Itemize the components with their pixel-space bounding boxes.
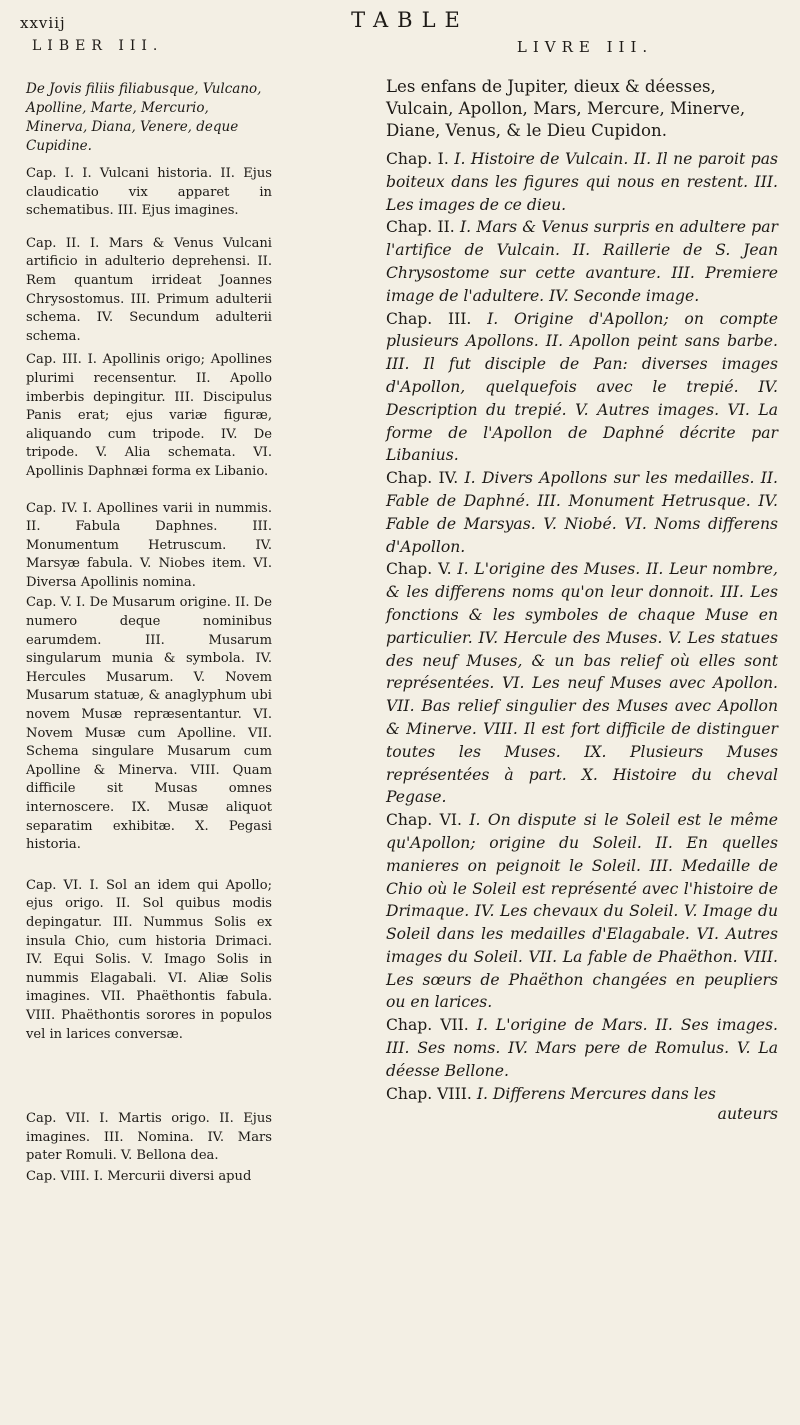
right-column-heading: LIVRE III.	[516, 38, 654, 56]
chapter-summary: I. Origine d'Apollon; on compte plusieurs Apollons. II. Apollon peint sans barbe. III. Il fut disciple de Pan: diverses images d'Apollon, quelquefois avec le trepié. IV. Description du trepié. V. Autres images. VI. La forme de l'Apollon de Daphné décrite par Libanius.	[386, 309, 778, 465]
left-entry-6: Cap. VI. I. Sol an idem qui Apollo; ejus origo. II. Sol quibus modis depingatur. III. Nummus Solis ex insula Chio, cum historia Drimaci. IV. Equi Solis. V. Imago Solis in nummis Elagabali. VI. Aliæ Solis imagines. VII. Phaëthontis fabula. VIII. Phaëthontis sorores in populos vel in larices conversæ.	[26, 877, 272, 1042]
running-title: TABLE	[351, 8, 469, 32]
left-entry-3: Cap. III. I. Apollinis origo; Apollines plurimi recensentur. II. Apollo imberbis depingitur. III. Discipulus Panis erat; ejus variæ figuræ, aliquando cum tripode. IV. De tripode. V. Alia schemata. VI. Apollinis Daphnæi forma ex Libanio.	[26, 352, 272, 479]
right-entry-6	[386, 809, 778, 1014]
chapter-label: Chap. III.	[386, 309, 472, 328]
chapter-summary: I. Mars & Venus surpris en adultere par l'artifice de Vulcain. II. Raillerie de S. Jean Chrysostome sur cette avanture. III. Premiere image de l'adultere. IV. Seconde image.	[386, 218, 778, 305]
chapter-summary: I. Differens Mercures dans les	[476, 1084, 716, 1103]
chapter-label: Chap. I.	[386, 150, 449, 168]
chapter-label: Chap. V.	[386, 560, 452, 579]
chapter-summary: I. Histoire de Vulcain. II. Il ne paroit pas boiteux dans les figures qui nous en restent. III. Les images de ce dieu.	[386, 150, 778, 214]
left-column-heading: LIBER III.	[32, 38, 164, 54]
left-column	[26, 38, 272, 1187]
left-column-intro: De Jovis filiis filiabusque, Vulcano, Apolline, Marte, Mercurio, Minerva, Diana, Venere, deque Cupidine.	[26, 81, 262, 154]
left-entry-5: Cap. V. I. De Musarum origine. II. De numero deque nominibus earumdem. III. Musarum singularum munia & symbola. IV. Hercules Musarum. V. Novem Musarum statuæ, & anaglyphum ubi novem Musæ repræsentantur. VI. Novem Musæ cum Apolline. VII. Schema singulare Musarum cum Apolline & Minerva. VIII. Quam difficile sit Musas omnes internoscere. IX. Musæ aliquot separatim exhibitæ. X. Pegasi historia.	[26, 595, 272, 853]
right-entry-2	[386, 216, 778, 307]
left-entry-7: Cap. VII. I. Martis origo. II. Ejus imagines. III. Nomina. IV. Mars pater Romuli. V. Bellona dea.	[26, 1111, 272, 1164]
left-entry-8: Cap. VIII. I. Mercurii diversi apud	[26, 1168, 252, 1184]
right-entry-1	[386, 148, 778, 216]
right-entry-4	[386, 467, 778, 558]
right-entry-5	[386, 558, 778, 809]
right-entry-7	[386, 1014, 778, 1082]
left-entry-1: Cap. I. I. Vulcani historia. II. Ejus claudicatio vix apparet in schematibus. III. Ejus imagines.	[26, 166, 272, 219]
chapter-label: Chap. VIII.	[386, 1084, 472, 1103]
chapter-label: Chap. II.	[386, 218, 455, 237]
left-entry-4: Cap. IV. I. Apollines varii in nummis. II. Fabula Daphnes. III. Monumentum Hetruscum. IV. Marsyæ fabula. V. Niobes item. VI. Diversa Apollinis nomina.	[26, 500, 272, 590]
right-entry-3	[386, 308, 778, 468]
right-entry-8	[386, 1083, 778, 1106]
chapter-summary: I. L'origine des Muses. II. Leur nombre, & les differens noms qu'on leur donnoit. III. Les fonctions & les symboles de chaque Muse en particulier. IV. Hercule des Muses. V. Les statues des neuf Muses, & un bas relief où elles sont représentées. VI. Les neuf Muses avec Apollon. VII. Bas relief singulier des Muses avec Apollon & Minerve. VIII. Il est fort difficile de distinguer toutes les Muses. IX. Plusieurs Muses représentées à part. X. Histoire du cheval Pegase.	[386, 560, 778, 807]
chapter-label: Chap. IV.	[386, 469, 459, 488]
chapter-summary: I. On dispute si le Soleil est le même qu'Apollon; origine du Soleil. II. En quelles manieres on peignoit le Soleil. III. Medaille de Chio où le Soleil est représenté avec l'histoire de Drimaque. IV. Les chevaux du Soleil. V. Image du Soleil dans les medailles d'Elagabale. VI. Autres images du Soleil. VII. La fable de Phaëthon. VIII. Les sœurs de Phaëthon changées en peupliers ou en larices.	[386, 811, 778, 1012]
chapter-label: Chap. VII.	[386, 1016, 469, 1035]
catchword: auteurs	[717, 1105, 778, 1124]
page-number: xxviij	[20, 14, 66, 32]
chapter-summary: I. L'origine de Mars. II. Ses images. III. Ses noms. IV. Mars pere de Romulus. V. La déesse Bellone.	[386, 1016, 778, 1080]
right-column-intro: Les enfans de Jupiter, dieux & déesses, Vulcain, Apollon, Mars, Mercure, Minerve, Diane, Venus, & le Dieu Cupidon.	[386, 77, 746, 140]
chapter-summary: I. Divers Apollons sur les medailles. II. Fable de Daphné. III. Monument Hetrusque. IV. Fable de Marsyas. V. Niobé. VI. Noms differens d'Apollon.	[386, 469, 778, 556]
right-column	[386, 38, 778, 1123]
chapter-label: Chap. VI.	[386, 811, 462, 830]
left-entry-2: Cap. II. I. Mars & Venus Vulcani artificio in adulterio deprehensi. II. Rem quantum irrideat Joannes Chrysostomus. III. Primum adulterii schema. IV. Secundum adulterii schema.	[26, 235, 272, 344]
